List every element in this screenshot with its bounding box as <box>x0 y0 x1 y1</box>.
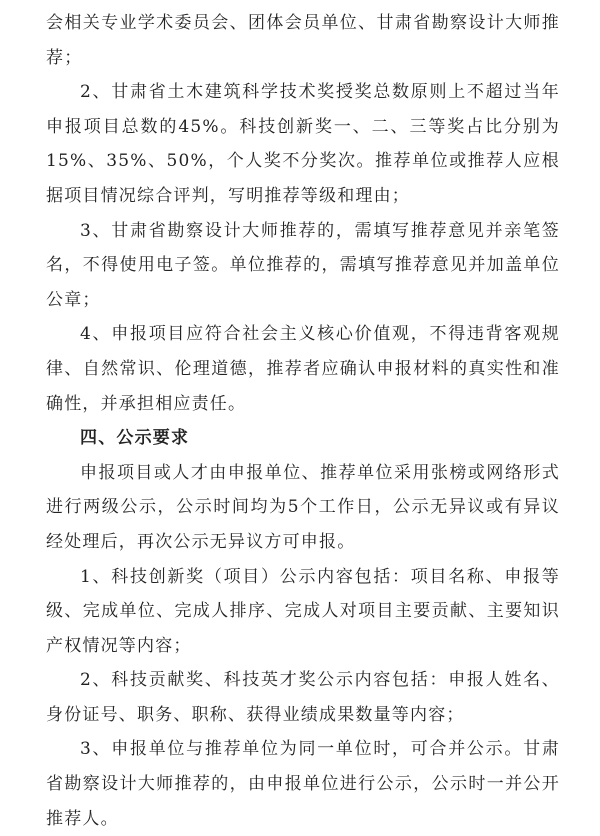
section-heading-publicity: 四、公示要求 <box>80 428 190 449</box>
paragraph-publicity-contribution: 2、科技贡献奖、科技英才奖公示内容包括：申报人姓名、身份证号、职务、职称、获得业绩成果数量等内容； <box>46 670 560 725</box>
paragraph-publicity-innovation: 1、科技创新奖（项目）公示内容包括：项目名称、申报等级、完成单位、完成人排序、完成人对项目主要贡献、主要知识产权情况等内容； <box>46 566 560 656</box>
paragraph-publicity-intro: 申报项目或人才由申报单位、推荐单位采用张榜或网络形式进行两级公示，公示时间均为5个工作日，公示无异议或有异议经处理后，再次公示无异议方可申报。 <box>46 462 560 552</box>
paragraph-award-ratio: 2、甘肃省土木建筑科学技术奖授奖总数原则上不超过当年申报项目总数的45%。科技创新奖一、二、三等奖占比分别为15%、35%、50%，个人奖不分奖次。推荐单位或推荐人应根据项目情况综合评判，写明推荐等级和理由； <box>46 82 560 206</box>
paragraph-signature: 3、甘肃省勘察设计大师推荐的，需填写推荐意见并亲笔签名，不得使用电子签。单位推荐的，需填写推荐意见并加盖单位公章； <box>46 220 560 310</box>
paragraph-continuation: 会相关专业学术委员会、团体会员单位、甘肃省勘察设计大师推荐； <box>46 13 560 68</box>
paragraph-values: 4、申报项目应符合社会主义核心价值观，不得违背客观规律、自然常识、伦理道德，推荐者应确认申报材料的真实性和准确性，并承担相应责任。 <box>46 324 560 414</box>
paragraph-publicity-merge: 3、申报单位与推荐单位为同一单位时，可合并公示。甘肃省勘察设计大师推荐的，由申报单位进行公示，公示时一并公开推荐人。 <box>46 739 560 829</box>
